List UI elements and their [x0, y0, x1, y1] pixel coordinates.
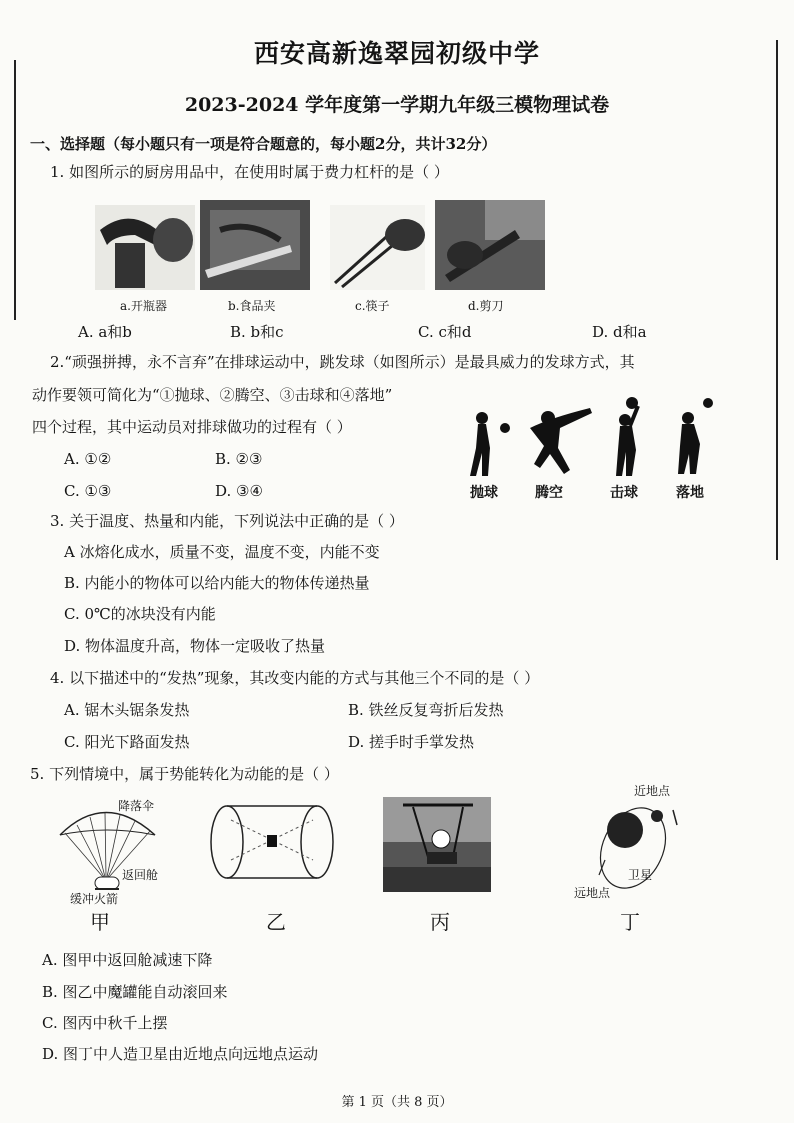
- q4-option-d: D. 搓手时手掌发热: [348, 733, 475, 751]
- q2-stem-line3: 四个过程，其中运动员对排球做功的过程有（ ）: [32, 418, 352, 436]
- q3-option-c: C. 0℃的冰块没有内能: [64, 605, 216, 623]
- scan-edge-right: [776, 40, 778, 560]
- q1-caption-b: b.食品夹: [228, 299, 276, 313]
- bottle-opener-image: [95, 205, 195, 290]
- q2-option-c: C. ①③: [64, 482, 112, 500]
- q4-option-b: B. 铁丝反复弯折后发热: [348, 701, 504, 719]
- volleyball-serve-figure: [460, 388, 730, 478]
- label-apogee: 远地点: [574, 886, 611, 900]
- q1-option-a: A. a和b: [78, 323, 132, 341]
- q1-option-d: D. d和a: [592, 323, 647, 341]
- q3-option-a: A 冰熔化成水，质量不变，温度不变，内能不变: [64, 543, 380, 561]
- q1-option-c: C. c和d: [418, 323, 472, 341]
- chopsticks-image: [330, 205, 425, 290]
- label-parachute: 降落伞: [118, 799, 155, 813]
- serve-label-hit: 击球: [610, 485, 638, 501]
- q3-option-b: B. 内能小的物体可以给内能大的物体传递热量: [64, 574, 370, 592]
- q2-stem-line1: 2.“顽强拼搏，永不言弃”在排球运动中，跳发球（如图所示）是最具威力的发球方式，其: [50, 353, 635, 371]
- serve-label-jump: 腾空: [535, 485, 563, 501]
- exam-title: 2023-2024 学年度第一学期九年级三模物理试卷: [184, 94, 610, 116]
- q2-stem-line2: 动作要领可简化为“①抛球、②腾空、③击球和④落地”: [32, 386, 393, 404]
- serve-label-toss: 抛球: [470, 485, 498, 501]
- rolling-can-figure: [205, 800, 340, 885]
- figure-symbol-ding: 丁: [620, 910, 640, 934]
- label-perigee: 近地点: [634, 784, 671, 798]
- label-capsule: 返回舱: [122, 868, 159, 882]
- food-tongs-image: [200, 200, 310, 290]
- q5-option-c: C. 图丙中秋千上摆: [42, 1014, 168, 1032]
- q5-option-b: B. 图乙中魔罐能自动滚回来: [42, 983, 228, 1001]
- q4-option-a: A. 锯木头锯条发热: [64, 701, 190, 719]
- section-heading: 一、选择题（每小题只有一项是符合题意的，每小题2分，共计32分）: [30, 135, 497, 153]
- q2-option-d: D. ③④: [215, 482, 263, 500]
- q2-option-b: B. ②③: [215, 450, 263, 468]
- label-satellite: 卫星: [628, 868, 653, 882]
- q4-option-c: C. 阳光下路面发热: [64, 733, 190, 751]
- q3-stem: 3. 关于温度、热量和内能，下列说法中正确的是（ ）: [50, 512, 404, 530]
- q5-stem: 5. 下列情境中，属于势能转化为动能的是（ ）: [30, 765, 339, 783]
- swing-figure: [383, 797, 491, 892]
- q1-caption-d: d.剪刀: [468, 299, 504, 313]
- figure-symbol-yi: 乙: [266, 910, 286, 934]
- figure-symbol-jia: 甲: [90, 910, 110, 934]
- q1-option-b: B. b和c: [230, 323, 284, 341]
- figure-symbol-bing: 丙: [430, 910, 450, 934]
- q3-option-d: D. 物体温度升高，物体一定吸收了热量: [64, 637, 326, 655]
- q1-caption-a: a.开瓶器: [120, 299, 167, 313]
- scissors-image: [435, 200, 545, 290]
- serve-label-land: 落地: [676, 485, 704, 501]
- q2-option-a: A. ①②: [64, 450, 112, 468]
- q5-option-a: A. 图甲中返回舱减速下降: [42, 951, 213, 969]
- q4-stem: 4. 以下描述中的“发热”现象，其改变内能的方式与其他三个不同的是（ ）: [50, 669, 540, 687]
- q5-option-d: D. 图丁中人造卫星由近地点向远地点运动: [42, 1045, 319, 1063]
- school-name: 西安高新逸翠园初级中学: [253, 39, 540, 68]
- page-number: 第 1 页（共 8 页）: [341, 1095, 453, 1110]
- q1-stem: 1. 如图所示的厨房用品中，在使用时属于费力杠杆的是（ ）: [50, 163, 449, 181]
- label-rocket: 缓冲火箭: [70, 892, 119, 906]
- q1-caption-c: c.筷子: [355, 299, 390, 313]
